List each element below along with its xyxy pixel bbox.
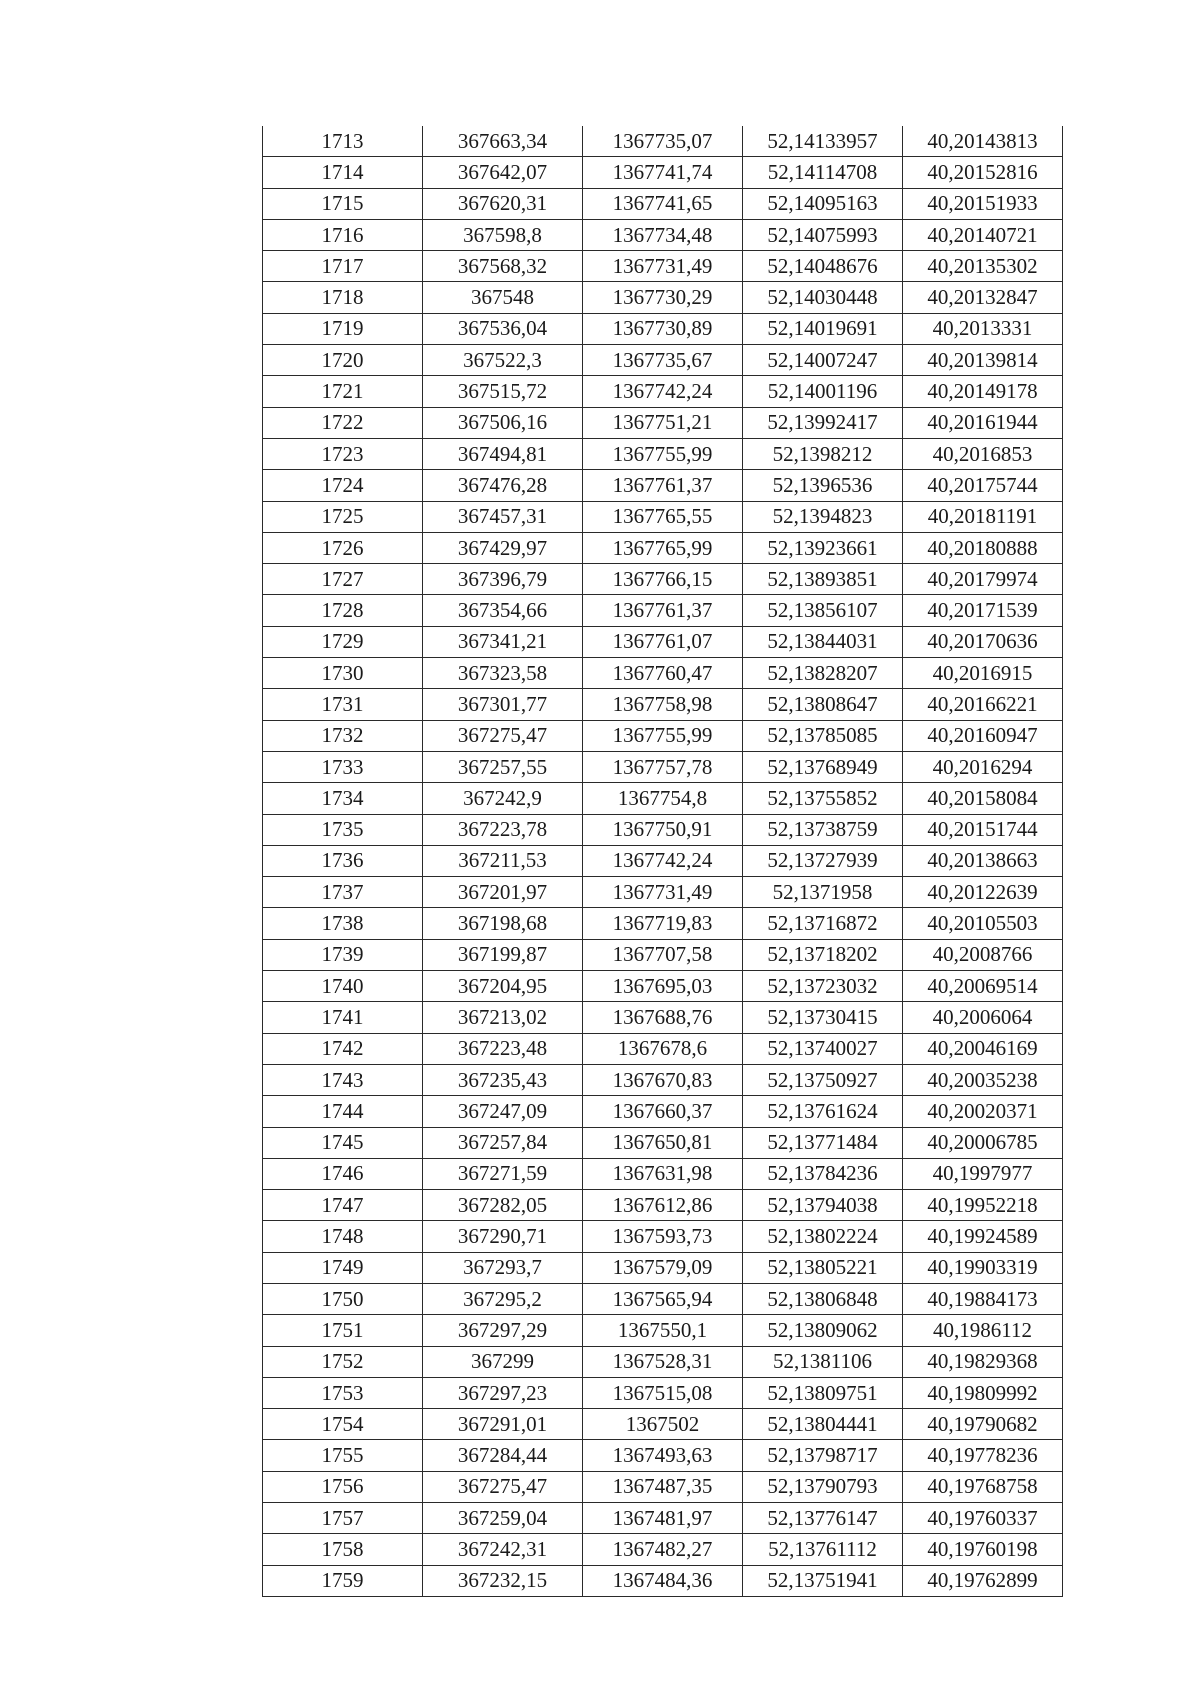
y-coordinate-cell: 1367755,99 bbox=[583, 720, 743, 751]
point-number-cell: 1739 bbox=[263, 939, 423, 970]
longitude-cell: 40,20180888 bbox=[903, 532, 1063, 563]
table-row bbox=[263, 1377, 1063, 1408]
latitude-cell: 52,13723032 bbox=[743, 971, 903, 1002]
table-row bbox=[263, 157, 1063, 188]
table-row bbox=[263, 814, 1063, 845]
x-coordinate-cell: 367257,84 bbox=[423, 1127, 583, 1158]
x-coordinate-cell: 367282,05 bbox=[423, 1190, 583, 1221]
table-row bbox=[263, 1534, 1063, 1565]
latitude-cell: 52,13771484 bbox=[743, 1127, 903, 1158]
longitude-cell: 40,20140721 bbox=[903, 219, 1063, 250]
latitude-cell: 52,13923661 bbox=[743, 532, 903, 563]
point-number-cell: 1721 bbox=[263, 376, 423, 407]
y-coordinate-cell: 1367730,89 bbox=[583, 313, 743, 344]
longitude-cell: 40,2008766 bbox=[903, 939, 1063, 970]
latitude-cell: 52,13804441 bbox=[743, 1409, 903, 1440]
table-row bbox=[263, 282, 1063, 313]
point-number-cell: 1713 bbox=[263, 126, 423, 157]
latitude-cell: 52,1398212 bbox=[743, 438, 903, 469]
y-coordinate-cell: 1367741,74 bbox=[583, 157, 743, 188]
latitude-cell: 52,13768949 bbox=[743, 751, 903, 782]
point-number-cell: 1725 bbox=[263, 501, 423, 532]
table-row bbox=[263, 219, 1063, 250]
longitude-cell: 40,20149178 bbox=[903, 376, 1063, 407]
table-row bbox=[263, 720, 1063, 751]
y-coordinate-cell: 1367670,83 bbox=[583, 1064, 743, 1095]
latitude-cell: 52,1394823 bbox=[743, 501, 903, 532]
point-number-cell: 1719 bbox=[263, 313, 423, 344]
longitude-cell: 40,20175744 bbox=[903, 470, 1063, 501]
point-number-cell: 1728 bbox=[263, 595, 423, 626]
y-coordinate-cell: 1367761,37 bbox=[583, 595, 743, 626]
x-coordinate-cell: 367293,7 bbox=[423, 1252, 583, 1283]
table-row bbox=[263, 1096, 1063, 1127]
latitude-cell: 52,1396536 bbox=[743, 470, 903, 501]
point-number-cell: 1748 bbox=[263, 1221, 423, 1252]
latitude-cell: 52,13802224 bbox=[743, 1221, 903, 1252]
y-coordinate-cell: 1367493,63 bbox=[583, 1440, 743, 1471]
table-row bbox=[263, 1315, 1063, 1346]
y-coordinate-cell: 1367735,67 bbox=[583, 345, 743, 376]
longitude-cell: 40,19790682 bbox=[903, 1409, 1063, 1440]
longitude-cell: 40,1986112 bbox=[903, 1315, 1063, 1346]
latitude-cell: 52,13809751 bbox=[743, 1377, 903, 1408]
table-row bbox=[263, 407, 1063, 438]
table-row bbox=[263, 1471, 1063, 1502]
latitude-cell: 52,13808647 bbox=[743, 689, 903, 720]
point-number-cell: 1750 bbox=[263, 1283, 423, 1314]
point-number-cell: 1747 bbox=[263, 1190, 423, 1221]
y-coordinate-cell: 1367481,97 bbox=[583, 1503, 743, 1534]
x-coordinate-cell: 367457,31 bbox=[423, 501, 583, 532]
y-coordinate-cell: 1367761,07 bbox=[583, 626, 743, 657]
x-coordinate-cell: 367201,97 bbox=[423, 877, 583, 908]
table-row bbox=[263, 595, 1063, 626]
longitude-cell: 40,20143813 bbox=[903, 126, 1063, 157]
table-row bbox=[263, 501, 1063, 532]
point-number-cell: 1715 bbox=[263, 188, 423, 219]
table-row bbox=[263, 1409, 1063, 1440]
table-row bbox=[263, 1127, 1063, 1158]
point-number-cell: 1724 bbox=[263, 470, 423, 501]
table-row bbox=[263, 1283, 1063, 1314]
y-coordinate-cell: 1367761,37 bbox=[583, 470, 743, 501]
y-coordinate-cell: 1367565,94 bbox=[583, 1283, 743, 1314]
latitude-cell: 52,13750927 bbox=[743, 1064, 903, 1095]
x-coordinate-cell: 367642,07 bbox=[423, 157, 583, 188]
x-coordinate-cell: 367297,29 bbox=[423, 1315, 583, 1346]
table-row bbox=[263, 908, 1063, 939]
point-number-cell: 1740 bbox=[263, 971, 423, 1002]
latitude-cell: 52,13893851 bbox=[743, 564, 903, 595]
longitude-cell: 40,19924589 bbox=[903, 1221, 1063, 1252]
y-coordinate-cell: 1367502 bbox=[583, 1409, 743, 1440]
table-row bbox=[263, 1064, 1063, 1095]
point-number-cell: 1732 bbox=[263, 720, 423, 751]
y-coordinate-cell: 1367731,49 bbox=[583, 251, 743, 282]
x-coordinate-cell: 367213,02 bbox=[423, 1002, 583, 1033]
point-number-cell: 1720 bbox=[263, 345, 423, 376]
latitude-cell: 52,1371958 bbox=[743, 877, 903, 908]
latitude-cell: 52,13718202 bbox=[743, 939, 903, 970]
table-row bbox=[263, 751, 1063, 782]
longitude-cell: 40,20020371 bbox=[903, 1096, 1063, 1127]
latitude-cell: 52,1381106 bbox=[743, 1346, 903, 1377]
x-coordinate-cell: 367199,87 bbox=[423, 939, 583, 970]
y-coordinate-cell: 1367688,76 bbox=[583, 1002, 743, 1033]
x-coordinate-cell: 367295,2 bbox=[423, 1283, 583, 1314]
table-row bbox=[263, 126, 1063, 157]
point-number-cell: 1756 bbox=[263, 1471, 423, 1502]
table-row bbox=[263, 971, 1063, 1002]
point-number-cell: 1742 bbox=[263, 1033, 423, 1064]
longitude-cell: 40,2016853 bbox=[903, 438, 1063, 469]
table-row bbox=[263, 1440, 1063, 1471]
x-coordinate-cell: 367429,97 bbox=[423, 532, 583, 563]
latitude-cell: 52,13805221 bbox=[743, 1252, 903, 1283]
y-coordinate-cell: 1367751,21 bbox=[583, 407, 743, 438]
x-coordinate-cell: 367515,72 bbox=[423, 376, 583, 407]
table-row bbox=[263, 1033, 1063, 1064]
longitude-cell: 40,19903319 bbox=[903, 1252, 1063, 1283]
longitude-cell: 40,20160947 bbox=[903, 720, 1063, 751]
table-row bbox=[263, 877, 1063, 908]
point-number-cell: 1743 bbox=[263, 1064, 423, 1095]
table-row bbox=[263, 1503, 1063, 1534]
x-coordinate-cell: 367223,48 bbox=[423, 1033, 583, 1064]
point-number-cell: 1758 bbox=[263, 1534, 423, 1565]
x-coordinate-cell: 367354,66 bbox=[423, 595, 583, 626]
y-coordinate-cell: 1367735,07 bbox=[583, 126, 743, 157]
longitude-cell: 40,20161944 bbox=[903, 407, 1063, 438]
longitude-cell: 40,2006064 bbox=[903, 1002, 1063, 1033]
point-number-cell: 1733 bbox=[263, 751, 423, 782]
longitude-cell: 40,20138663 bbox=[903, 845, 1063, 876]
longitude-cell: 40,2016294 bbox=[903, 751, 1063, 782]
latitude-cell: 52,14048676 bbox=[743, 251, 903, 282]
table-row bbox=[263, 845, 1063, 876]
longitude-cell: 40,20105503 bbox=[903, 908, 1063, 939]
point-number-cell: 1717 bbox=[263, 251, 423, 282]
point-number-cell: 1722 bbox=[263, 407, 423, 438]
y-coordinate-cell: 1367750,91 bbox=[583, 814, 743, 845]
coordinates-table-body bbox=[263, 126, 1063, 1596]
latitude-cell: 52,14075993 bbox=[743, 219, 903, 250]
longitude-cell: 40,20046169 bbox=[903, 1033, 1063, 1064]
x-coordinate-cell: 367198,68 bbox=[423, 908, 583, 939]
y-coordinate-cell: 1367695,03 bbox=[583, 971, 743, 1002]
y-coordinate-cell: 1367760,47 bbox=[583, 658, 743, 689]
latitude-cell: 52,13761624 bbox=[743, 1096, 903, 1127]
latitude-cell: 52,13856107 bbox=[743, 595, 903, 626]
point-number-cell: 1723 bbox=[263, 438, 423, 469]
y-coordinate-cell: 1367730,29 bbox=[583, 282, 743, 313]
table-row bbox=[263, 1252, 1063, 1283]
latitude-cell: 52,14001196 bbox=[743, 376, 903, 407]
longitude-cell: 40,2016915 bbox=[903, 658, 1063, 689]
x-coordinate-cell: 367242,31 bbox=[423, 1534, 583, 1565]
longitude-cell: 40,1997977 bbox=[903, 1158, 1063, 1189]
table-row bbox=[263, 188, 1063, 219]
latitude-cell: 52,13730415 bbox=[743, 1002, 903, 1033]
longitude-cell: 40,19829368 bbox=[903, 1346, 1063, 1377]
y-coordinate-cell: 1367765,99 bbox=[583, 532, 743, 563]
longitude-cell: 40,19760337 bbox=[903, 1503, 1063, 1534]
latitude-cell: 52,13785085 bbox=[743, 720, 903, 751]
latitude-cell: 52,14019691 bbox=[743, 313, 903, 344]
x-coordinate-cell: 367522,3 bbox=[423, 345, 583, 376]
table-row bbox=[263, 532, 1063, 563]
table-row bbox=[263, 658, 1063, 689]
latitude-cell: 52,14095163 bbox=[743, 188, 903, 219]
point-number-cell: 1729 bbox=[263, 626, 423, 657]
document-page bbox=[262, 126, 1062, 1597]
longitude-cell: 40,20035238 bbox=[903, 1064, 1063, 1095]
x-coordinate-cell: 367247,09 bbox=[423, 1096, 583, 1127]
y-coordinate-cell: 1367757,78 bbox=[583, 751, 743, 782]
longitude-cell: 40,20158084 bbox=[903, 783, 1063, 814]
longitude-cell: 40,20171539 bbox=[903, 595, 1063, 626]
latitude-cell: 52,13784236 bbox=[743, 1158, 903, 1189]
longitude-cell: 40,20139814 bbox=[903, 345, 1063, 376]
longitude-cell: 40,20152816 bbox=[903, 157, 1063, 188]
table-row bbox=[263, 1158, 1063, 1189]
longitude-cell: 40,19760198 bbox=[903, 1534, 1063, 1565]
table-row bbox=[263, 376, 1063, 407]
table-row bbox=[263, 783, 1063, 814]
table-row bbox=[263, 939, 1063, 970]
y-coordinate-cell: 1367650,81 bbox=[583, 1127, 743, 1158]
point-number-cell: 1755 bbox=[263, 1440, 423, 1471]
x-coordinate-cell: 367476,28 bbox=[423, 470, 583, 501]
longitude-cell: 40,19762899 bbox=[903, 1565, 1063, 1596]
x-coordinate-cell: 367506,16 bbox=[423, 407, 583, 438]
point-number-cell: 1736 bbox=[263, 845, 423, 876]
table-row bbox=[263, 470, 1063, 501]
latitude-cell: 52,13992417 bbox=[743, 407, 903, 438]
point-number-cell: 1737 bbox=[263, 877, 423, 908]
longitude-cell: 40,20170636 bbox=[903, 626, 1063, 657]
y-coordinate-cell: 1367707,58 bbox=[583, 939, 743, 970]
latitude-cell: 52,13798717 bbox=[743, 1440, 903, 1471]
x-coordinate-cell: 367211,53 bbox=[423, 845, 583, 876]
y-coordinate-cell: 1367765,55 bbox=[583, 501, 743, 532]
y-coordinate-cell: 1367741,65 bbox=[583, 188, 743, 219]
latitude-cell: 52,13740027 bbox=[743, 1033, 903, 1064]
y-coordinate-cell: 1367742,24 bbox=[583, 845, 743, 876]
x-coordinate-cell: 367548 bbox=[423, 282, 583, 313]
point-number-cell: 1741 bbox=[263, 1002, 423, 1033]
table-row bbox=[263, 345, 1063, 376]
point-number-cell: 1757 bbox=[263, 1503, 423, 1534]
longitude-cell: 40,20069514 bbox=[903, 971, 1063, 1002]
x-coordinate-cell: 367290,71 bbox=[423, 1221, 583, 1252]
x-coordinate-cell: 367257,55 bbox=[423, 751, 583, 782]
point-number-cell: 1752 bbox=[263, 1346, 423, 1377]
y-coordinate-cell: 1367631,98 bbox=[583, 1158, 743, 1189]
point-number-cell: 1714 bbox=[263, 157, 423, 188]
longitude-cell: 40,19768758 bbox=[903, 1471, 1063, 1502]
point-number-cell: 1751 bbox=[263, 1315, 423, 1346]
latitude-cell: 52,14114708 bbox=[743, 157, 903, 188]
x-coordinate-cell: 367284,44 bbox=[423, 1440, 583, 1471]
x-coordinate-cell: 367297,23 bbox=[423, 1377, 583, 1408]
point-number-cell: 1759 bbox=[263, 1565, 423, 1596]
y-coordinate-cell: 1367593,73 bbox=[583, 1221, 743, 1252]
x-coordinate-cell: 367341,21 bbox=[423, 626, 583, 657]
y-coordinate-cell: 1367742,24 bbox=[583, 376, 743, 407]
x-coordinate-cell: 367620,31 bbox=[423, 188, 583, 219]
x-coordinate-cell: 367275,47 bbox=[423, 1471, 583, 1502]
x-coordinate-cell: 367271,59 bbox=[423, 1158, 583, 1189]
point-number-cell: 1746 bbox=[263, 1158, 423, 1189]
x-coordinate-cell: 367494,81 bbox=[423, 438, 583, 469]
y-coordinate-cell: 1367678,6 bbox=[583, 1033, 743, 1064]
latitude-cell: 52,13727939 bbox=[743, 845, 903, 876]
x-coordinate-cell: 367536,04 bbox=[423, 313, 583, 344]
table-row bbox=[263, 1002, 1063, 1033]
point-number-cell: 1753 bbox=[263, 1377, 423, 1408]
y-coordinate-cell: 1367528,31 bbox=[583, 1346, 743, 1377]
table-row bbox=[263, 689, 1063, 720]
table-row bbox=[263, 564, 1063, 595]
y-coordinate-cell: 1367612,86 bbox=[583, 1190, 743, 1221]
latitude-cell: 52,13716872 bbox=[743, 908, 903, 939]
point-number-cell: 1734 bbox=[263, 783, 423, 814]
y-coordinate-cell: 1367755,99 bbox=[583, 438, 743, 469]
longitude-cell: 40,20179974 bbox=[903, 564, 1063, 595]
longitude-cell: 40,20151744 bbox=[903, 814, 1063, 845]
latitude-cell: 52,14133957 bbox=[743, 126, 903, 157]
latitude-cell: 52,13806848 bbox=[743, 1283, 903, 1314]
y-coordinate-cell: 1367482,27 bbox=[583, 1534, 743, 1565]
x-coordinate-cell: 367275,47 bbox=[423, 720, 583, 751]
longitude-cell: 40,20132847 bbox=[903, 282, 1063, 313]
x-coordinate-cell: 367232,15 bbox=[423, 1565, 583, 1596]
point-number-cell: 1726 bbox=[263, 532, 423, 563]
table-row bbox=[263, 438, 1063, 469]
y-coordinate-cell: 1367484,36 bbox=[583, 1565, 743, 1596]
latitude-cell: 52,13790793 bbox=[743, 1471, 903, 1502]
longitude-cell: 40,20006785 bbox=[903, 1127, 1063, 1158]
x-coordinate-cell: 367242,9 bbox=[423, 783, 583, 814]
table-row bbox=[263, 251, 1063, 282]
table-row bbox=[263, 1565, 1063, 1596]
x-coordinate-cell: 367291,01 bbox=[423, 1409, 583, 1440]
longitude-cell: 40,19809992 bbox=[903, 1377, 1063, 1408]
latitude-cell: 52,13809062 bbox=[743, 1315, 903, 1346]
point-number-cell: 1730 bbox=[263, 658, 423, 689]
y-coordinate-cell: 1367660,37 bbox=[583, 1096, 743, 1127]
longitude-cell: 40,19952218 bbox=[903, 1190, 1063, 1221]
table-row bbox=[263, 1221, 1063, 1252]
y-coordinate-cell: 1367550,1 bbox=[583, 1315, 743, 1346]
y-coordinate-cell: 1367719,83 bbox=[583, 908, 743, 939]
y-coordinate-cell: 1367758,98 bbox=[583, 689, 743, 720]
x-coordinate-cell: 367299 bbox=[423, 1346, 583, 1377]
table-row bbox=[263, 626, 1063, 657]
x-coordinate-cell: 367301,77 bbox=[423, 689, 583, 720]
y-coordinate-cell: 1367754,8 bbox=[583, 783, 743, 814]
point-number-cell: 1745 bbox=[263, 1127, 423, 1158]
longitude-cell: 40,19778236 bbox=[903, 1440, 1063, 1471]
longitude-cell: 40,20181191 bbox=[903, 501, 1063, 532]
longitude-cell: 40,20122639 bbox=[903, 877, 1063, 908]
coordinates-table bbox=[262, 126, 1063, 1597]
latitude-cell: 52,13794038 bbox=[743, 1190, 903, 1221]
latitude-cell: 52,14007247 bbox=[743, 345, 903, 376]
point-number-cell: 1754 bbox=[263, 1409, 423, 1440]
x-coordinate-cell: 367235,43 bbox=[423, 1064, 583, 1095]
x-coordinate-cell: 367396,79 bbox=[423, 564, 583, 595]
latitude-cell: 52,13738759 bbox=[743, 814, 903, 845]
x-coordinate-cell: 367223,78 bbox=[423, 814, 583, 845]
point-number-cell: 1731 bbox=[263, 689, 423, 720]
latitude-cell: 52,13761112 bbox=[743, 1534, 903, 1565]
x-coordinate-cell: 367663,34 bbox=[423, 126, 583, 157]
x-coordinate-cell: 367323,58 bbox=[423, 658, 583, 689]
longitude-cell: 40,2013331 bbox=[903, 313, 1063, 344]
latitude-cell: 52,13751941 bbox=[743, 1565, 903, 1596]
y-coordinate-cell: 1367515,08 bbox=[583, 1377, 743, 1408]
longitude-cell: 40,20166221 bbox=[903, 689, 1063, 720]
point-number-cell: 1718 bbox=[263, 282, 423, 313]
y-coordinate-cell: 1367731,49 bbox=[583, 877, 743, 908]
latitude-cell: 52,13828207 bbox=[743, 658, 903, 689]
longitude-cell: 40,19884173 bbox=[903, 1283, 1063, 1314]
table-row bbox=[263, 1190, 1063, 1221]
point-number-cell: 1735 bbox=[263, 814, 423, 845]
x-coordinate-cell: 367598,8 bbox=[423, 219, 583, 250]
point-number-cell: 1738 bbox=[263, 908, 423, 939]
longitude-cell: 40,20135302 bbox=[903, 251, 1063, 282]
point-number-cell: 1744 bbox=[263, 1096, 423, 1127]
y-coordinate-cell: 1367734,48 bbox=[583, 219, 743, 250]
x-coordinate-cell: 367204,95 bbox=[423, 971, 583, 1002]
point-number-cell: 1716 bbox=[263, 219, 423, 250]
x-coordinate-cell: 367568,32 bbox=[423, 251, 583, 282]
y-coordinate-cell: 1367487,35 bbox=[583, 1471, 743, 1502]
latitude-cell: 52,13776147 bbox=[743, 1503, 903, 1534]
table-row bbox=[263, 313, 1063, 344]
table-row bbox=[263, 1346, 1063, 1377]
y-coordinate-cell: 1367766,15 bbox=[583, 564, 743, 595]
y-coordinate-cell: 1367579,09 bbox=[583, 1252, 743, 1283]
latitude-cell: 52,13844031 bbox=[743, 626, 903, 657]
point-number-cell: 1727 bbox=[263, 564, 423, 595]
latitude-cell: 52,14030448 bbox=[743, 282, 903, 313]
point-number-cell: 1749 bbox=[263, 1252, 423, 1283]
longitude-cell: 40,20151933 bbox=[903, 188, 1063, 219]
x-coordinate-cell: 367259,04 bbox=[423, 1503, 583, 1534]
latitude-cell: 52,13755852 bbox=[743, 783, 903, 814]
